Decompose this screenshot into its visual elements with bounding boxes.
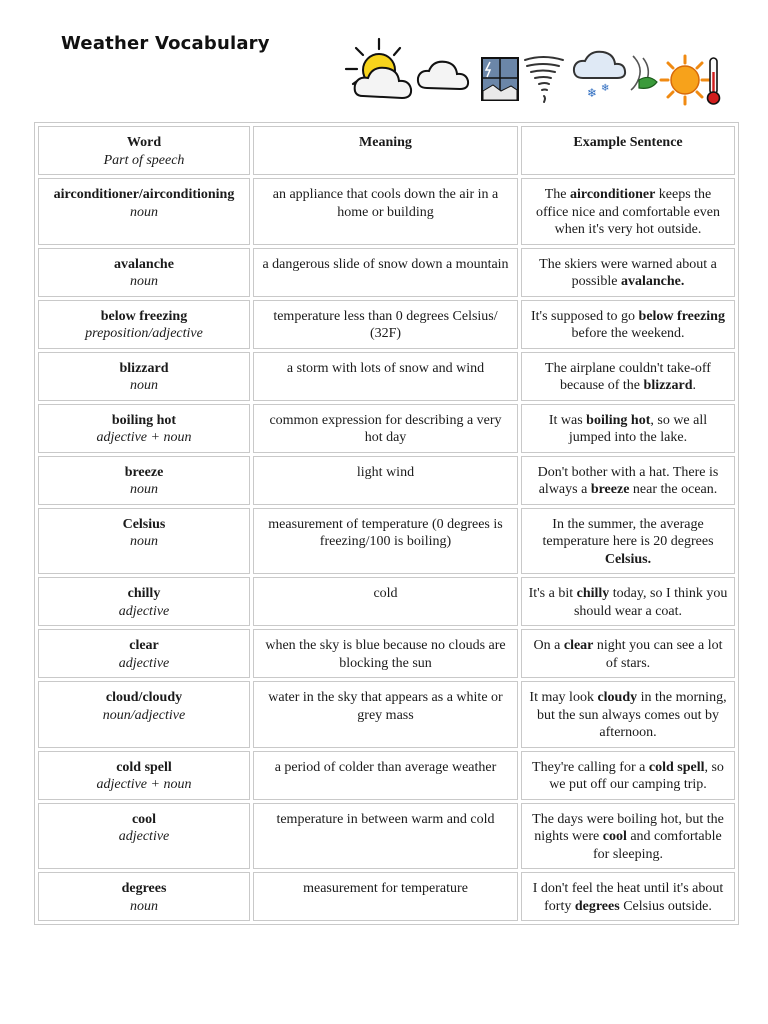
- storm-window-icon: [482, 58, 518, 100]
- word-part-of-speech: preposition/adjective: [85, 326, 203, 341]
- meaning-cell: temperature less than 0 degrees Celsius/ (32F): [253, 300, 518, 349]
- table-row: [38, 577, 735, 626]
- wind-leaf-icon: [631, 56, 657, 90]
- meaning-cell: water in the sky that appears as a white or grey mass: [253, 681, 518, 748]
- example-keyword: airconditioner: [569, 187, 656, 202]
- meaning-cell: a storm with lots of snow and wind: [253, 352, 518, 401]
- table-row: [38, 751, 735, 800]
- example-cell: [521, 629, 735, 678]
- table-row: [38, 300, 735, 349]
- word-cell: [38, 577, 250, 626]
- word-part-of-speech: adjective + noun: [96, 777, 192, 792]
- word-cell: [38, 751, 250, 800]
- example-keyword: chilly: [576, 586, 610, 601]
- example-text-after: in the morning, but the sun always comes out by afternoon.: [537, 690, 727, 740]
- example-text-before: The airplane couldn't take-off because of the: [545, 360, 711, 393]
- tornado-icon: [525, 57, 563, 102]
- word-part-of-speech: noun/adjective: [102, 707, 186, 723]
- example-text-before: I don't feel the heat until it's about forty: [532, 881, 724, 914]
- word-cell: [38, 803, 250, 870]
- word-part-of-speech: adjective: [118, 829, 170, 844]
- sun-cloud-icon: [346, 39, 411, 98]
- example-text-before: On a: [533, 638, 564, 653]
- word-term: breeze: [124, 464, 164, 480]
- snow-cloud-icon: [574, 52, 625, 100]
- word-part-of-speech: adjective + noun: [96, 430, 192, 445]
- example-cell: [521, 508, 735, 575]
- meaning-cell: a dangerous slide of snow down a mountain: [253, 248, 518, 297]
- word-term: chilly: [127, 586, 161, 601]
- table-row: [38, 629, 735, 678]
- table-row: [38, 248, 735, 297]
- word-term: cloud/cloudy: [105, 690, 183, 705]
- word-cell: [38, 872, 250, 921]
- word-cell: [38, 178, 250, 245]
- table-row: [38, 456, 735, 505]
- example-cell: [521, 352, 735, 401]
- example-text-after: , so we all jumped into the lake.: [568, 412, 708, 445]
- example-text-before: Don't bother with a hat. There is always a: [537, 464, 719, 497]
- word-term: blizzard: [119, 360, 169, 376]
- meaning-cell: measurement of temperature (0 degrees is freezing/100 is boiling): [253, 508, 518, 575]
- word-term: cold spell: [116, 759, 172, 775]
- header-word: [38, 126, 250, 175]
- word-cell: [38, 248, 250, 297]
- meaning-cell: an appliance that cools down the air in a home or building: [253, 178, 518, 245]
- example-keyword: degrees: [574, 898, 620, 914]
- thermometer-icon: [708, 58, 720, 104]
- table-row: [38, 404, 735, 453]
- example-text-before: It's supposed to go: [531, 308, 639, 324]
- svg-text:❄: ❄: [601, 83, 610, 94]
- example-keyword: clear: [563, 638, 594, 653]
- table-row: [38, 681, 735, 748]
- example-cell: [521, 248, 735, 297]
- svg-text:❄: ❄: [587, 86, 598, 100]
- example-text-after: and comfortable for sleeping.: [593, 829, 722, 862]
- example-keyword: below freezing: [638, 308, 725, 324]
- word-term: avalanche: [114, 256, 174, 272]
- cloud-icon: [418, 62, 468, 89]
- example-text-before: The: [544, 187, 570, 202]
- meaning-cell: when the sky is blue because no clouds are blocking the sun: [253, 629, 518, 678]
- word-term: airconditioner/airconditioning: [53, 187, 235, 202]
- table-row: [38, 872, 735, 921]
- word-term: below freezing: [100, 308, 188, 324]
- header-meaning: Meaning: [253, 126, 518, 175]
- word-part-of-speech: noun: [130, 534, 158, 549]
- sun-icon: [661, 56, 709, 104]
- example-keyword: breeze: [590, 482, 630, 497]
- table-row: [38, 178, 735, 245]
- word-cell: [38, 508, 250, 575]
- example-cell: [521, 751, 735, 800]
- example-keyword: cool: [602, 829, 627, 844]
- word-term: cool: [131, 811, 157, 827]
- word-part-of-speech: adjective: [118, 603, 170, 619]
- example-text-before: They're calling for a: [532, 759, 649, 775]
- example-cell: [521, 872, 735, 921]
- weather-icons-strip: [343, 36, 727, 106]
- word-cell: [38, 404, 250, 453]
- meaning-cell: measurement for temperature: [253, 872, 518, 921]
- word-term: degrees: [121, 881, 167, 896]
- example-keyword: blizzard: [643, 378, 693, 393]
- example-cell: [521, 404, 735, 453]
- header-pos-label: Part of speech: [103, 152, 185, 168]
- table-row: [38, 352, 735, 401]
- example-text-after: Celsius outside.: [619, 898, 712, 914]
- table-header-row: [38, 126, 735, 175]
- example-keyword: cold spell: [648, 759, 705, 775]
- word-cell: [38, 456, 250, 505]
- example-text-after: before the weekend.: [571, 326, 685, 341]
- word-cell: [38, 300, 250, 349]
- word-term: clear: [129, 638, 159, 653]
- table-row: [38, 508, 735, 575]
- word-cell: [38, 681, 250, 748]
- word-part-of-speech: noun: [130, 378, 158, 393]
- word-part-of-speech: adjective: [118, 655, 170, 671]
- example-text-before: It was: [548, 412, 587, 428]
- meaning-cell: a period of colder than average weather: [253, 751, 518, 800]
- vocabulary-table: [34, 122, 739, 925]
- example-cell: [521, 681, 735, 748]
- word-part-of-speech: noun: [130, 898, 158, 914]
- example-text-after: , so we put off our camping trip.: [549, 759, 724, 792]
- example-text-before: It may look: [529, 690, 598, 705]
- example-text-before: The days were boiling hot, but the nights were: [532, 811, 724, 844]
- meaning-cell: cold: [253, 577, 518, 626]
- word-part-of-speech: noun: [130, 482, 158, 497]
- meaning-cell: light wind: [253, 456, 518, 505]
- example-keyword: cloudy: [597, 690, 638, 705]
- meaning-cell: common expression for describing a very hot day: [253, 404, 518, 453]
- word-part-of-speech: noun: [130, 274, 158, 289]
- example-keyword: avalanche.: [621, 274, 685, 289]
- example-text-after: near the ocean.: [629, 482, 718, 497]
- example-text-before: It's a bit: [528, 586, 577, 601]
- header-example: Example Sentence: [521, 126, 735, 175]
- meaning-cell: temperature in between warm and cold: [253, 803, 518, 870]
- page-title: Weather Vocabulary: [61, 33, 270, 54]
- example-text-after: night you can see a lot of stars.: [593, 638, 723, 671]
- example-text-after: keeps the office nice and comfortable even when it's very hot outside.: [536, 187, 720, 237]
- word-part-of-speech: noun: [130, 204, 158, 220]
- example-text-before: The skiers were warned about a possible: [539, 256, 717, 289]
- header-word-label: Word: [126, 135, 162, 150]
- example-cell: [521, 577, 735, 626]
- table-row: [38, 803, 735, 870]
- word-term: boiling hot: [111, 412, 177, 428]
- example-cell: [521, 803, 735, 870]
- example-text-before: In the summer, the average temperature here is 20 degrees: [542, 516, 714, 549]
- example-text-after: today, so I think you should wear a coat.: [573, 586, 728, 619]
- example-text-after: .: [692, 378, 697, 393]
- example-cell: [521, 456, 735, 505]
- example-keyword: boiling hot: [586, 412, 651, 428]
- example-cell: [521, 300, 735, 349]
- word-cell: [38, 629, 250, 678]
- example-cell: [521, 178, 735, 245]
- word-term: Celsius: [122, 516, 166, 532]
- example-keyword: Celsius.: [604, 551, 652, 567]
- word-cell: [38, 352, 250, 401]
